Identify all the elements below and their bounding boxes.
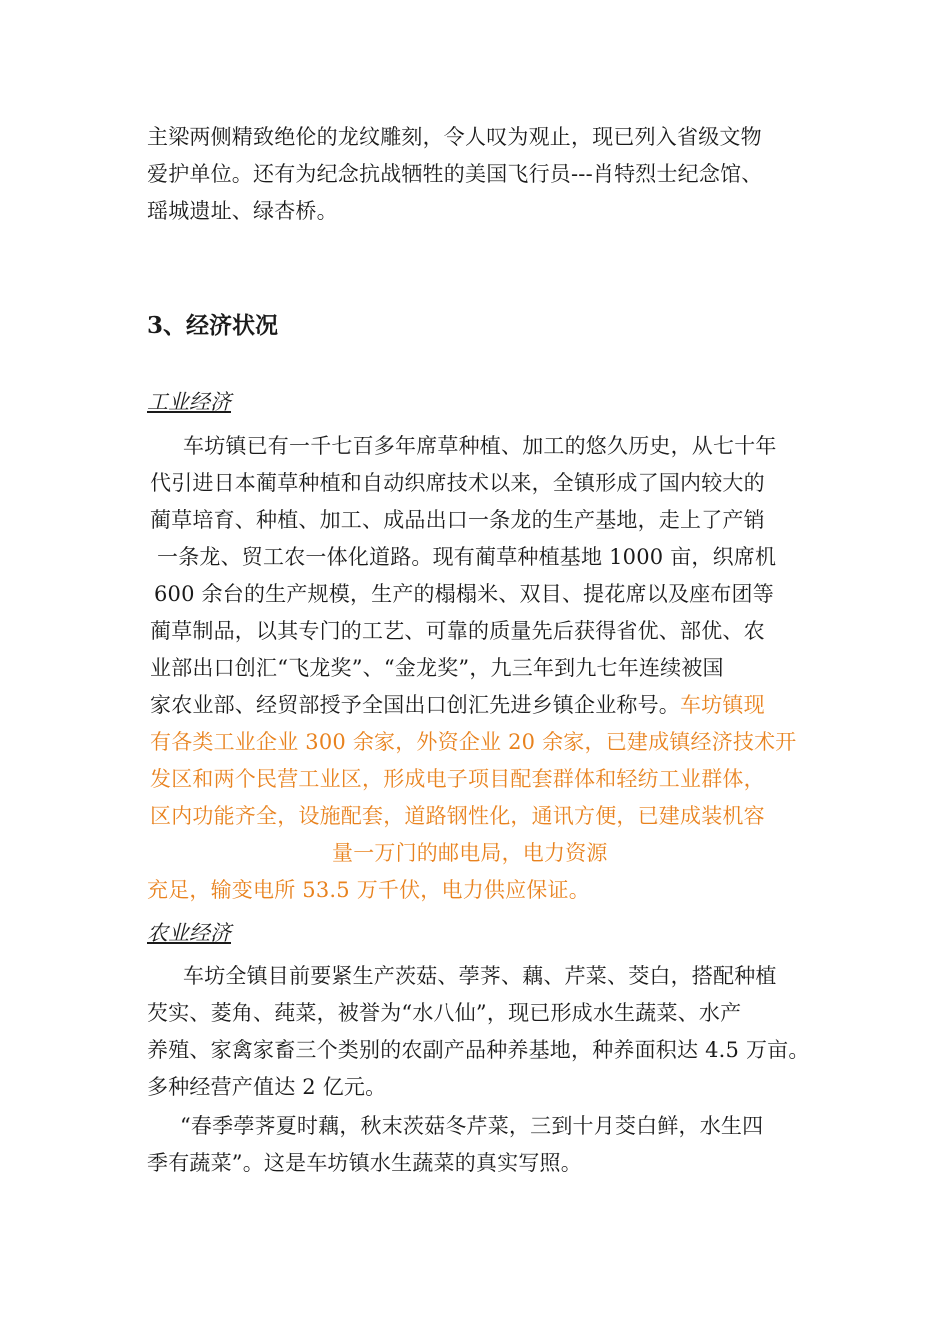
industry-line-8-highlight: 车坊镇现 [680,693,765,717]
intro-line-3: 瑶城遗址、绿杏桥。 [147,199,338,223]
industry-highlight-line-3: 区内功能齐全，设施配套，道路钢性化，通讯方便，已建成装机容 [150,804,765,828]
industry-line-4: 一条龙、贸工农一体化道路。现有蔺草种植基地 1000 亩，织席机 [157,545,777,569]
industry-line-3: 蔺草培育、种植、加工、成品出口一条龙的生产基地，走上了产销 [150,508,765,532]
section-heading-economy: 3、经济状况 [147,312,279,339]
agriculture-line-3: 养殖、家禽家畜三个类别的农副产品种养基地，种养面积达 4.5 万亩。 [147,1038,810,1062]
industry-line-1: 车坊镇已有一千七百多年席草种植、加工的悠久历史，从七十年 [183,434,777,458]
industry-highlight-line-4: 量一万门的邮电局，电力资源 [332,841,608,865]
industry-highlight-line-5: 充足，输变电所 53.5 万千伏，电力供应保证。 [147,878,590,902]
intro-line-2: 爱护单位。还有为纪念抗战牺牲的美国飞行员---肖特烈士纪念馆、 [147,162,763,186]
industry-highlight-line-1: 有各类工业企业 300 余家，外资企业 20 余家，已建成镇经济技术开 [150,730,797,754]
industry-line-5: 600 余台的生产规模，生产的榻榻米、双目、提花席以及座布团等 [154,582,774,606]
subheading-agriculture: 农业经济 [147,921,231,945]
agriculture-line-2: 芡实、菱角、莼菜，被誉为“水八仙”，现已形成水生蔬菜、水产 [147,1001,742,1025]
industry-line-2: 代引进日本蔺草种植和自动织席技术以来，全镇形成了国内较大的 [150,471,765,495]
agriculture-line-5: “春季荸荠夏时藕，秋末茨菇冬芹菜，三到十月茭白鲜，水生四 [180,1114,764,1138]
agriculture-line-6: 季有蔬菜”。这是车坊镇水生蔬菜的真实写照。 [147,1151,582,1175]
subheading-industry: 工业经济 [147,390,231,414]
agriculture-line-1: 车坊全镇目前要紧生产茨菇、荸荠、藕、芹菜、茭白，搭配种植 [183,964,777,988]
agriculture-line-4: 多种经营产值达 2 亿元。 [147,1075,387,1099]
industry-line-8 [150,690,765,720]
industry-line-7: 业部出口创汇“飞龙奖”、“金龙奖”，九三年到九七年连续被国 [150,656,724,680]
industry-line-8-text: 家农业部、经贸部授予全国出口创汇先进乡镇企业称号。 [150,693,680,717]
intro-line-1: 主梁两侧精致绝伦的龙纹雕刻，令人叹为观止，现已列入省级文物 [147,125,762,149]
industry-highlight-line-2: 发区和两个民营工业区，形成电子项目配套群体和轻纺工业群体， [150,767,765,791]
industry-line-6: 蔺草制品，以其专门的工艺、可靠的质量先后获得省优、部优、农 [150,619,765,643]
